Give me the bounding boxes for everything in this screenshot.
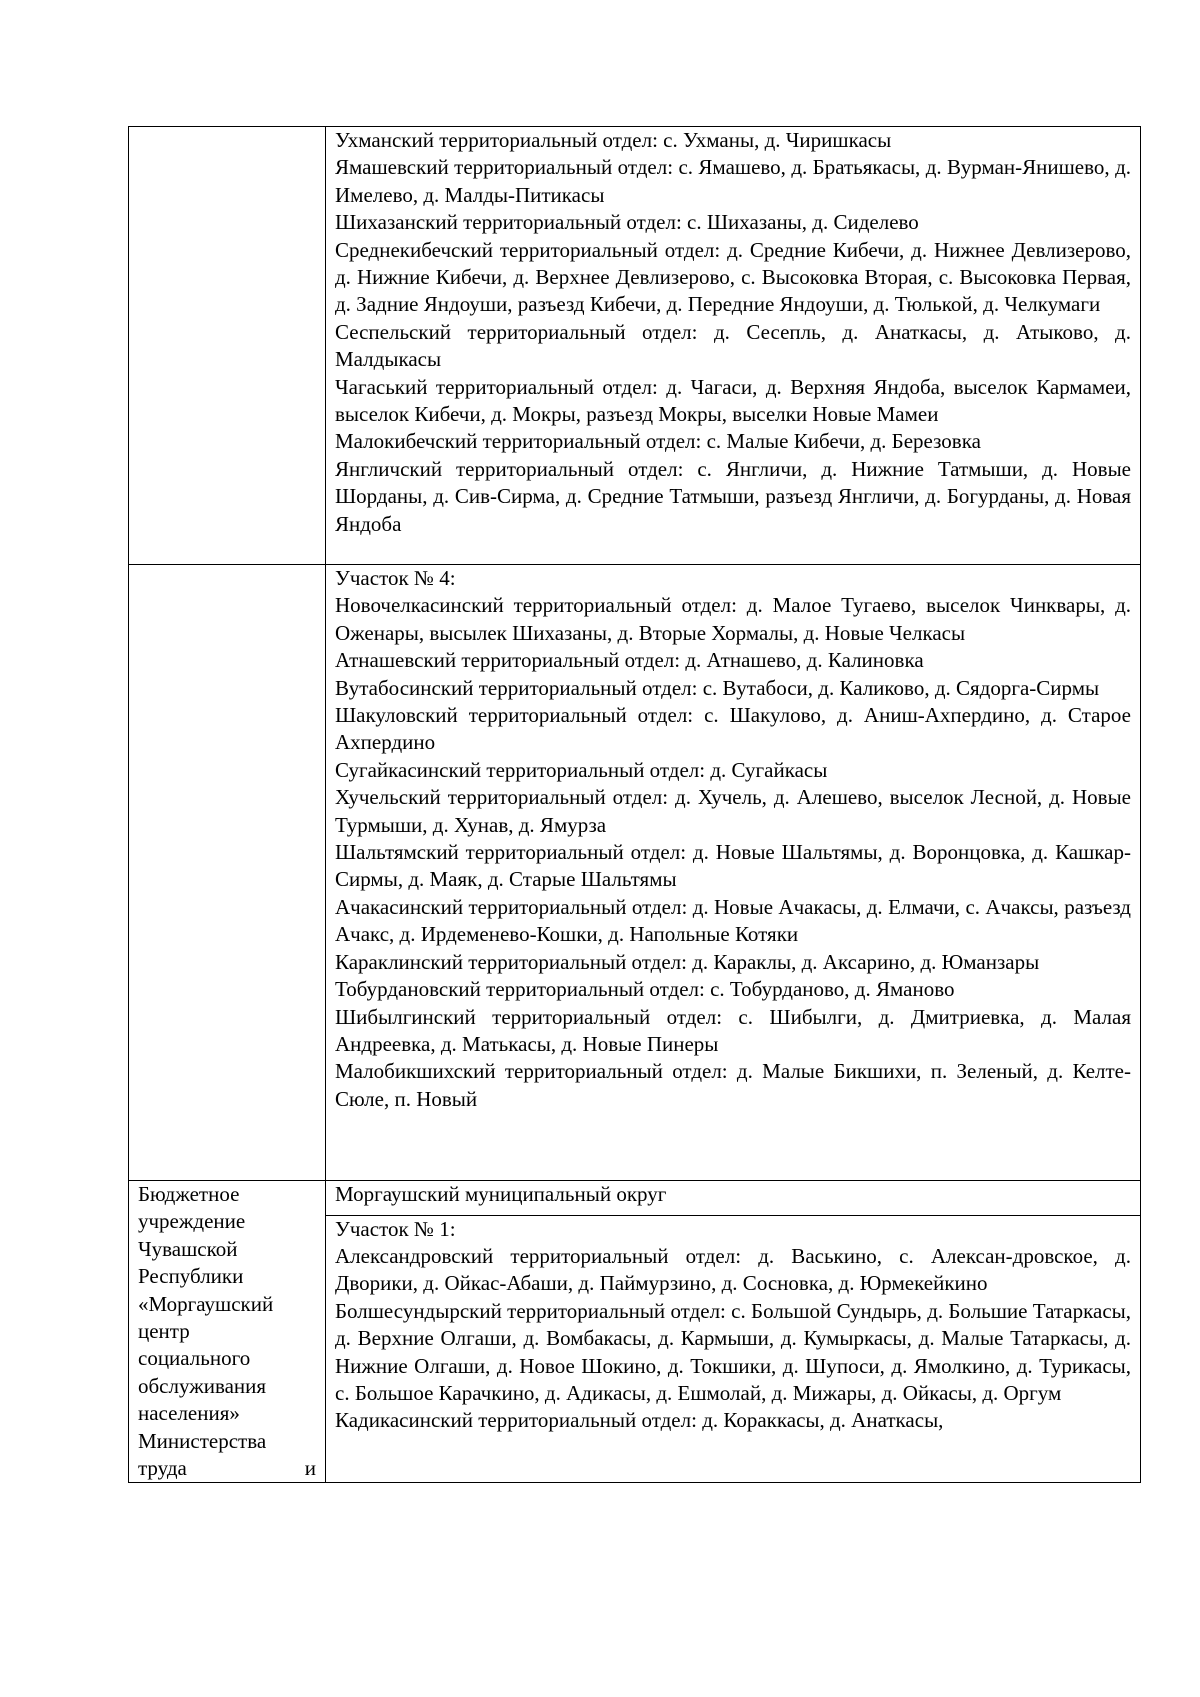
district-heading: Моргаушский муниципальный округ [335,1182,667,1206]
org-name-line: «Моргаушский [138,1291,274,1316]
org-name-line: учреждение [138,1209,246,1234]
table-row [129,565,1141,1181]
territory-entry: Малобикшихский территориальный отдел: д. Малые Бикшихи, п. Зеленый, д. Келте-Сюле, п. Новый [335,1059,1131,1111]
table-row [129,1181,1141,1216]
territory-entry: Малокибечский территориальный отдел: с. Малые Кибечи, д. Березовка [335,429,981,454]
territory-entry: Ачакасинский территориальный отдел: д. Новые Ачакасы, д. Елмачи, с. Ачаксы, разъезд Ачакс, д. Ирдеменево-Кошки, д. Напольные Котяки [335,894,1131,947]
org-name-line: центр [138,1319,190,1344]
territory-entry: Шальтямский территориальный отдел: д. Новые Шальтямы, д. Воронцовка, д. Кашкар-Сирмы, д. Маяк, д. Старые Шальтямы [335,840,1131,892]
district-cell [326,1181,1141,1216]
territory-entry: Янгличский территориальный отдел: с. Янгличи, д. Нижние Татмыши, д. Новые Шорданы, д. Сив-Сирма, д. Средние Татмыши, разъезд Янгличи, д. Богурданы, д. Новая Яндоба [335,456,1131,536]
territory-entry: Сеспельский территориальный отдел: д. Сесепль, д. Анаткасы, д. Атыково, д. Малдыкасы [335,319,1131,372]
territory-entry: Александровский территориальный отдел: д. Васькино, с. Алексан-дровское, д. Дворики, д. Ойкас-Абаши, д. Паймурзино, д. Сосновка, д. Юрмекейкино [335,1243,1131,1296]
territory-table [128,126,1141,1483]
org-cell [129,565,326,1181]
org-name-line: труда и [138,1456,316,1481]
territory-entry: Атнашевский территориальный отдел: д. Атнашево, д. Калиновка [335,648,924,673]
section-heading: Участок № 4: [335,566,456,590]
org-cell [129,1181,326,1483]
territory-entry: Вутабосинский территориальный отдел: с. Вутабоси, д. Каликово, д. Сядорга-Сирмы [335,675,1100,700]
territory-entry: Шакуловский территориальный отдел: с. Шакулово, д. Аниш-Ахпердино, д. Старое Ахпердино [335,703,1131,755]
territory-entry: Болшесундырский территориальный отдел: с. Большой Сундырь, д. Большие Татаркасы, д. Верхние Олгаши, д. Вомбакасы, д. Кармыши, д. Кумыркасы, д. Малые Татаркасы, д. Нижние Олгаши, д. Новое Шокино, д. Токшики, д. Шупоси, д. Ямолкино, д. Турикасы, с. Большое Карачкино, д. Адикасы, д. Ешмолай, д. Мижары, д. Ойкасы, д. Оргум [335,1298,1131,1405]
territory-entry: Ухманский территориальный отдел: с. Ухманы, д. Чиришкасы [335,128,892,152]
territory-entry: Ямашевский территориальный отдел: с. Ямашево, д. Братьякасы, д. Вурман-Янишево, д. Имелево, д. Малды-Питикасы [335,155,1131,207]
org-cell [129,127,326,565]
org-name-line: обслуживания [138,1373,267,1398]
territory-cell [326,127,1141,565]
org-name-line: населения» [138,1401,240,1426]
territory-entry: Чагаський территориальный отдел: д. Чагаси, д. Верхняя Яндоба, выселок Кармамеи, выселок Кибечи, д. Мокры, разъезд Мокры, выселки Новые Мамеи [335,374,1131,427]
territory-entry: Шихазанский территориальный отдел: с. Шихазаны, д. Сиделево [335,210,919,235]
territory-entry: Тобурдановский территориальный отдел: с. Тобурданово, д. Яманово [335,977,955,1002]
territory-entry: Среднекибечский территориальный отдел: д. Средние Кибечи, д. Нижнее Девлизерово, д. Нижние Кибечи, д. Верхнее Девлизерово, с. Высоковка Вторая, с. Высоковка Первая, д. Задние Яндоуши, разъезд Кибечи, д. Передние Яндоуши, д. Тюлькой, д. Челкумаги [335,237,1131,317]
territory-entry: Сугайкасинский территориальный отдел: д. Сугайкасы [335,757,828,782]
territory-entry: Хучельский территориальный отдел: д. Хучель, д. Алешево, выселок Лесной, д. Новые Турмыши, д. Хунав, д. Ямурза [335,785,1131,837]
territory-cell [326,565,1141,1181]
territory-entry: Шибылгинский территориальный отдел: с. Шибылги, д. Дмитриевка, д. Малая Андреевка, д. Матькасы, д. Новые Пинеры [335,1004,1131,1056]
territory-cell [326,1215,1141,1483]
org-name-line: Республики [138,1264,244,1289]
org-name-line: Чувашской [138,1236,238,1261]
section-heading: Участок № 1: [335,1216,456,1241]
org-name-line: Бюджетное [138,1182,240,1206]
org-name-line: Министерства [138,1428,267,1453]
territory-entry: Кадикасинский территориальный отдел: д. Кораккасы, д. Анаткасы, [335,1408,944,1433]
territory-entry: Новочелкасинский территориальный отдел: д. Малое Тугаево, выселок Чинквары, д. Оженары, высылек Шихазаны, д. Вторые Хормалы, д. Новые Челкасы [335,593,1131,645]
table-row [129,127,1141,565]
territory-entry: Караклинский территориальный отдел: д. Караклы, д. Аксарино, д. Юманзары [335,949,1040,974]
org-name-line: социального [138,1346,251,1371]
